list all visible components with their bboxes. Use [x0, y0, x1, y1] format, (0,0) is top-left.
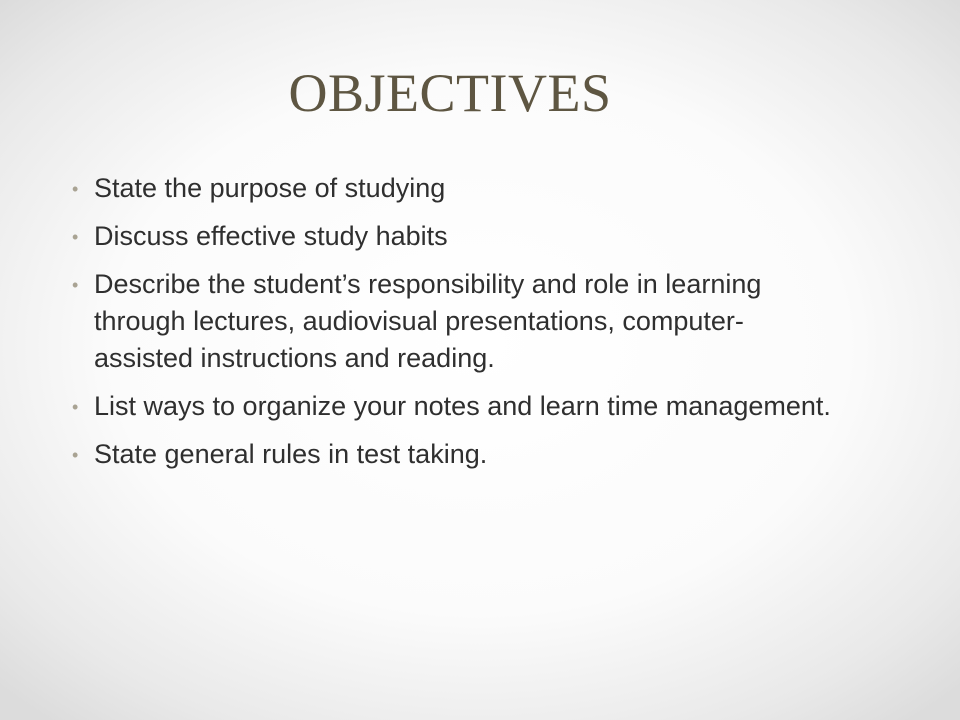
bullet-icon: •: [72, 179, 79, 199]
list-item: [72, 388, 832, 425]
list-item: [72, 170, 832, 207]
list-item: [72, 218, 832, 255]
list-item-text: Discuss effective study habits: [94, 221, 448, 251]
objectives-list: [72, 170, 832, 484]
bullet-icon: •: [72, 445, 79, 465]
list-item-text: Describe the student’s responsibility and role in learning through lectures, audiovisual presentations, computer-assisted instructions and reading.: [94, 269, 762, 373]
list-item-text: List ways to organize your notes and learn time management.: [94, 391, 831, 421]
bullet-icon: •: [72, 275, 79, 295]
slide-title: OBJECTIVES: [288, 63, 612, 123]
list-item-text: State the purpose of studying: [94, 173, 446, 203]
bullet-icon: •: [72, 397, 79, 417]
list-item: [72, 266, 832, 377]
list-item-text: State general rules in test taking.: [94, 439, 488, 469]
list-item: [72, 436, 832, 473]
bullet-icon: •: [72, 227, 79, 247]
